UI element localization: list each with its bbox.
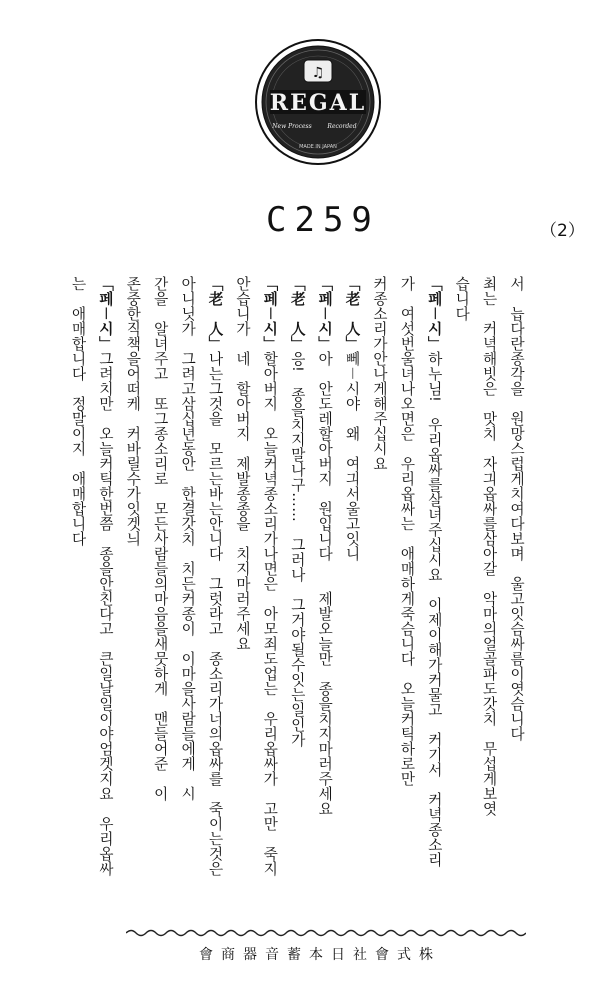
text-column: [283, 276, 310, 916]
speaker-label: 「페－시」: [261, 276, 279, 351]
page-marker: （2）: [540, 221, 585, 241]
lyric-body: [69, 276, 530, 916]
svg-text:♫: ♫: [311, 65, 325, 81]
speaker-line: 하누님! 우리옵싸를살녀주십시요 이제이해가커물고 커기서 커녁종소리: [425, 351, 443, 868]
speaker-line: 아 안도레할아버지 원입니다 제발오늘만 종을치지마러주세요: [316, 351, 334, 816]
text-column: 가 여섯번울녀나오면은 우리옵싸는 애매하게죽슴니다 오늘커틱하로만: [398, 276, 416, 786]
text-column: [201, 276, 228, 916]
speaker-label: 「老 人」: [343, 276, 361, 351]
logo-brand-text: REGAL: [269, 90, 367, 116]
footer-divider: [126, 928, 526, 938]
publisher-footer: 株式會社日本蓄音器商會: [199, 947, 441, 963]
catalog-number: C259: [266, 200, 380, 240]
text-column: [92, 276, 119, 916]
text-column: [338, 276, 365, 916]
speaker-line: 뻬－시야 왜 여긔서울고잇니: [343, 351, 361, 561]
speaker-line: 나는그것을 모르는바는안니다 그럿라고 종소리가너의옵싸를 죽이는것은: [206, 351, 224, 876]
speaker-label: 「페－시」: [316, 276, 334, 351]
text-column: 습니다: [453, 276, 471, 321]
text-column: 존중한직책을어떠케 커바릴수가잇겟늬: [124, 276, 142, 546]
svg-text:New Process: New Process: [272, 123, 312, 130]
speaker-label: 「老 人」: [288, 276, 306, 351]
text-column: [256, 276, 283, 916]
text-column: 최는 커녁해빗은 맛치 자긔옵싸를삼아갈 악마의얼골파도갓치 무섭게보엿: [480, 276, 498, 816]
svg-text:Recorded: Recorded: [327, 123, 357, 130]
speaker-line: 그려치만 오늘커틱한번쯤 종을안친다고 큰일날일이야엄겟지요 우리옵싸: [96, 351, 114, 876]
text-column: [420, 276, 447, 916]
text-column: [311, 276, 338, 916]
regal-record-logo: [254, 38, 382, 166]
text-column: 커종소리가안나게해주십시요: [370, 276, 388, 471]
text-column: 서 늡다란종각을 원망스럽게치여다보며 울고잇슴싸름이엿슴니다: [508, 276, 525, 741]
text-column: 는 애매합니다 정말이지 애매합니다: [69, 276, 87, 546]
text-column: 간을 알녀주고 또그종소리로 모든사람들의마음을새뭇하게 맨들어준 이: [151, 276, 169, 801]
speaker-line: 응! 종을치지말나구…… 그러나 그거야될수잇는일인가: [288, 351, 306, 748]
speaker-label: 「페－시」: [425, 276, 443, 351]
text-column: 아니닛가 그려고삼십년동안 한결갓치 치든커종이 이마을사람들에게 시: [179, 276, 197, 801]
svg-text:MADE IN JAPAN: MADE IN JAPAN: [299, 144, 337, 150]
record-label-emblem: [254, 38, 382, 166]
speaker-line: 할아버지 오늘커녁종소리가나면은 아모죄도업는 우리옵싸가 고만 죽지: [261, 351, 279, 876]
speaker-label: 「老 人」: [206, 276, 224, 351]
speaker-label: 「페－시」: [96, 276, 114, 351]
text-column: 안습니가 네 할아버지 제발종종을 치지마러주세요: [233, 276, 251, 651]
